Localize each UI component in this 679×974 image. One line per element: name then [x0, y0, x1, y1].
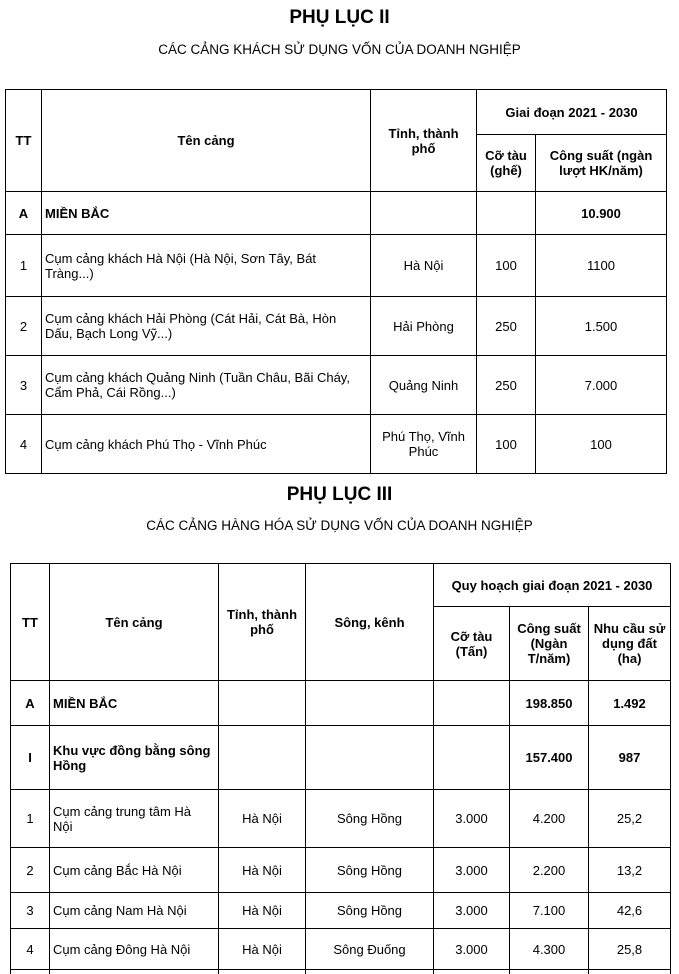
river-cell: Sông Hồng — [306, 893, 434, 929]
capacity-cell: 100 — [536, 415, 667, 474]
col-header-port-name: Tên cảng — [42, 90, 371, 192]
capacity-cell: 157.400 — [510, 726, 589, 790]
port-name-cell: Cụm cảng khách Quảng Ninh (Tuần Châu, Bãi Cháy, Cẩm Phả, Cái Rồng...) — [42, 356, 371, 415]
table-row — [6, 235, 667, 297]
province-cell: Hải Phòng — [371, 297, 477, 356]
port-name-cell: MIỀN BẮC — [42, 192, 371, 235]
tt-cell: 4 — [11, 929, 50, 970]
capacity-cell: 4.200 — [510, 790, 589, 848]
table-row — [6, 297, 667, 356]
river-cell — [306, 970, 434, 974]
capacity-cell — [510, 970, 589, 974]
vessel-size-cell: 3.000 — [434, 929, 510, 970]
river-cell — [306, 681, 434, 726]
port-name-cell: Cụm cảng khách Hải Phòng (Cát Hải, Cát Bà, Hòn Dấu, Bạch Long Vỹ...) — [42, 297, 371, 356]
table-row — [11, 726, 671, 790]
vessel-size-cell: 3.000 — [434, 848, 510, 893]
province-cell: Hà Nội — [371, 235, 477, 297]
port-name-cell — [50, 970, 219, 974]
capacity-cell: 198.850 — [510, 681, 589, 726]
tt-cell: 2 — [6, 297, 42, 356]
table-row — [6, 415, 667, 474]
province-cell — [219, 970, 306, 974]
table-row — [11, 681, 671, 726]
port-name-cell: MIỀN BẮC — [50, 681, 219, 726]
table-row — [11, 893, 671, 929]
river-cell: Sông Hồng — [306, 848, 434, 893]
capacity-cell: 10.900 — [536, 192, 667, 235]
table-header-row — [6, 90, 667, 135]
tt-cell: 3 — [11, 893, 50, 929]
port-name-cell: Cụm cảng Đông Hà Nội — [50, 929, 219, 970]
capacity-cell: 4.300 — [510, 929, 589, 970]
port-name-cell: Cụm cảng Nam Hà Nội — [50, 893, 219, 929]
vessel-size-cell: 100 — [477, 415, 536, 474]
col-header-province: Tỉnh, thành phố — [371, 90, 477, 192]
col-header-capacity: Công suất (Ngàn T/năm) — [510, 607, 589, 681]
vessel-size-cell: 3.000 — [434, 893, 510, 929]
tt-cell: 3 — [6, 356, 42, 415]
vessel-size-cell: 250 — [477, 356, 536, 415]
appendix-ii-title: PHỤ LỤC II — [289, 7, 390, 28]
river-cell: Sông Hồng — [306, 790, 434, 848]
passenger-ports-table — [5, 89, 667, 474]
province-cell: Phú Thọ, Vĩnh Phúc — [371, 415, 477, 474]
port-name-cell: Cụm cảng trung tâm Hà Nội — [50, 790, 219, 848]
land-area-cell: 42,6 — [589, 893, 671, 929]
province-cell — [219, 681, 306, 726]
tt-cell: 4 — [6, 415, 42, 474]
land-area-cell: 1.492 — [589, 681, 671, 726]
vessel-size-cell: 100 — [477, 235, 536, 297]
vessel-size-cell — [434, 726, 510, 790]
appendix-ii-subtitle: CÁC CẢNG KHÁCH SỬ DỤNG VỐN CỦA DOANH NGHIỆP — [158, 42, 521, 57]
col-header-vessel-size: Cỡ tàu (Tấn) — [434, 607, 510, 681]
port-name-cell: Khu vực đồng bằng sông Hồng — [50, 726, 219, 790]
port-name-cell: Cụm cảng khách Phú Thọ - Vĩnh Phúc — [42, 415, 371, 474]
table-row-partial — [11, 970, 671, 974]
land-area-cell: 25,8 — [589, 929, 671, 970]
vessel-size-cell: 250 — [477, 297, 536, 356]
land-area-cell: 13,2 — [589, 848, 671, 893]
capacity-cell: 1.500 — [536, 297, 667, 356]
vessel-size-cell: 3.000 — [434, 790, 510, 848]
province-cell: Quảng Ninh — [371, 356, 477, 415]
land-area-cell: 25,2 — [589, 790, 671, 848]
capacity-cell: 1100 — [536, 235, 667, 297]
vessel-size-cell — [477, 192, 536, 235]
province-cell: Hà Nội — [219, 790, 306, 848]
col-header-port-name: Tên cảng — [50, 564, 219, 681]
col-header-period: Quy hoạch giai đoạn 2021 - 2030 — [434, 564, 671, 607]
vessel-size-cell — [434, 681, 510, 726]
tt-cell: 2 — [11, 848, 50, 893]
tt-cell: 1 — [6, 235, 42, 297]
cargo-ports-table — [10, 563, 671, 974]
col-header-period: Giai đoạn 2021 - 2030 — [477, 90, 667, 135]
province-cell: Hà Nội — [219, 893, 306, 929]
river-cell: Sông Đuống — [306, 929, 434, 970]
tt-cell: I — [11, 726, 50, 790]
table-row — [6, 356, 667, 415]
province-cell — [371, 192, 477, 235]
port-name-cell: Cụm cảng Bắc Hà Nội — [50, 848, 219, 893]
capacity-cell: 2.200 — [510, 848, 589, 893]
river-cell — [306, 726, 434, 790]
col-header-river: Sông, kênh — [306, 564, 434, 681]
tt-cell — [11, 970, 50, 974]
capacity-cell: 7.000 — [536, 356, 667, 415]
appendix-iii-subtitle: CÁC CẢNG HÀNG HÓA SỬ DỤNG VỐN CỦA DOANH NGHIỆP — [146, 518, 533, 533]
table-header-row — [11, 564, 671, 607]
tt-cell: A — [6, 192, 42, 235]
land-area-cell — [589, 970, 671, 974]
province-cell: Hà Nội — [219, 929, 306, 970]
appendix-iii-title: PHỤ LỤC III — [286, 484, 393, 505]
table-row — [6, 192, 667, 235]
col-header-tt: TT — [6, 90, 42, 192]
port-name-cell: Cụm cảng khách Hà Nội (Hà Nội, Sơn Tây, Bát Tràng...) — [42, 235, 371, 297]
land-area-cell: 987 — [589, 726, 671, 790]
col-header-land-area: Nhu cầu sử dụng đất (ha) — [589, 607, 671, 681]
appendix-ii-section — [0, 0, 679, 474]
appendix-iii-section — [0, 484, 679, 974]
vessel-size-cell — [434, 970, 510, 974]
province-cell: Hà Nội — [219, 848, 306, 893]
tt-cell: 1 — [11, 790, 50, 848]
table-row — [11, 848, 671, 893]
col-header-vessel-size: Cỡ tàu (ghế) — [477, 135, 536, 192]
table-row — [11, 929, 671, 970]
table-row — [11, 790, 671, 848]
col-header-tt: TT — [11, 564, 50, 681]
tt-cell: A — [11, 681, 50, 726]
col-header-capacity: Công suất (ngàn lượt HK/năm) — [536, 135, 667, 192]
capacity-cell: 7.100 — [510, 893, 589, 929]
col-header-province: Tỉnh, thành phố — [219, 564, 306, 681]
province-cell — [219, 726, 306, 790]
